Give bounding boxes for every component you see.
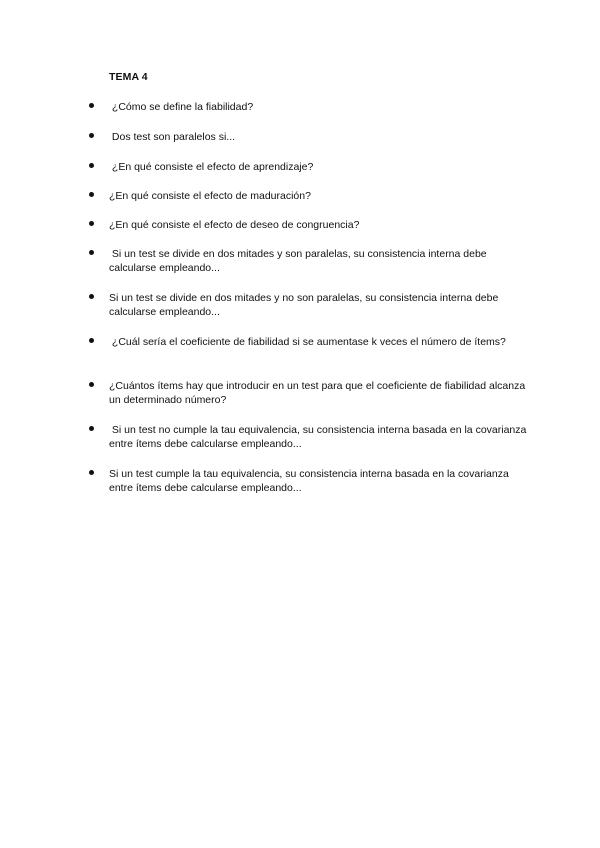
question-text: ¿Cómo se define la fiabilidad? [109, 101, 254, 113]
bullet-icon [89, 250, 94, 255]
question-text: ¿En qué consiste el efecto de aprendizaje? [109, 161, 314, 173]
document-title: TEMA 4 [109, 71, 148, 83]
question-text: Si un test se divide en dos mitades y son paralelas, su consistencia interna debe calcularse empleando... [109, 248, 490, 274]
question-text: Si un test cumple la tau equivalencia, su consistencia interna basada en la covarianza entre ítems debe calcularse empleando... [109, 468, 512, 494]
question-text: ¿En qué consiste el efecto de deseo de congruencia? [109, 219, 360, 231]
bullet-icon [89, 338, 94, 343]
bullet-icon [89, 133, 94, 138]
question-text: ¿Cuál sería el coeficiente de fiabilidad si se aumentase k veces el número de ítems? [109, 336, 506, 348]
bullet-icon [89, 470, 94, 475]
bullet-icon [89, 426, 94, 431]
question-text: Dos test son paralelos si... [109, 131, 236, 143]
bullet-icon [89, 103, 94, 108]
question-text: Si un test no cumple la tau equivalencia, su consistencia interna basada en la covarianza entre ítems debe calcularse empleando... [109, 424, 530, 450]
bullet-icon [89, 192, 94, 197]
bullet-icon [89, 382, 94, 387]
question-text: ¿En qué consiste el efecto de maduración? [109, 190, 311, 202]
bullet-icon [89, 221, 94, 226]
question-text: ¿Cuántos ítems hay que introducir en un test para que el coeficiente de fiabilidad alcanza un determinado número? [109, 380, 529, 406]
question-text: Si un test se divide en dos mitades y no son paralelas, su consistencia interna debe calcularse empleando... [109, 292, 502, 318]
bullet-icon [89, 163, 94, 168]
bullet-icon [89, 294, 94, 299]
